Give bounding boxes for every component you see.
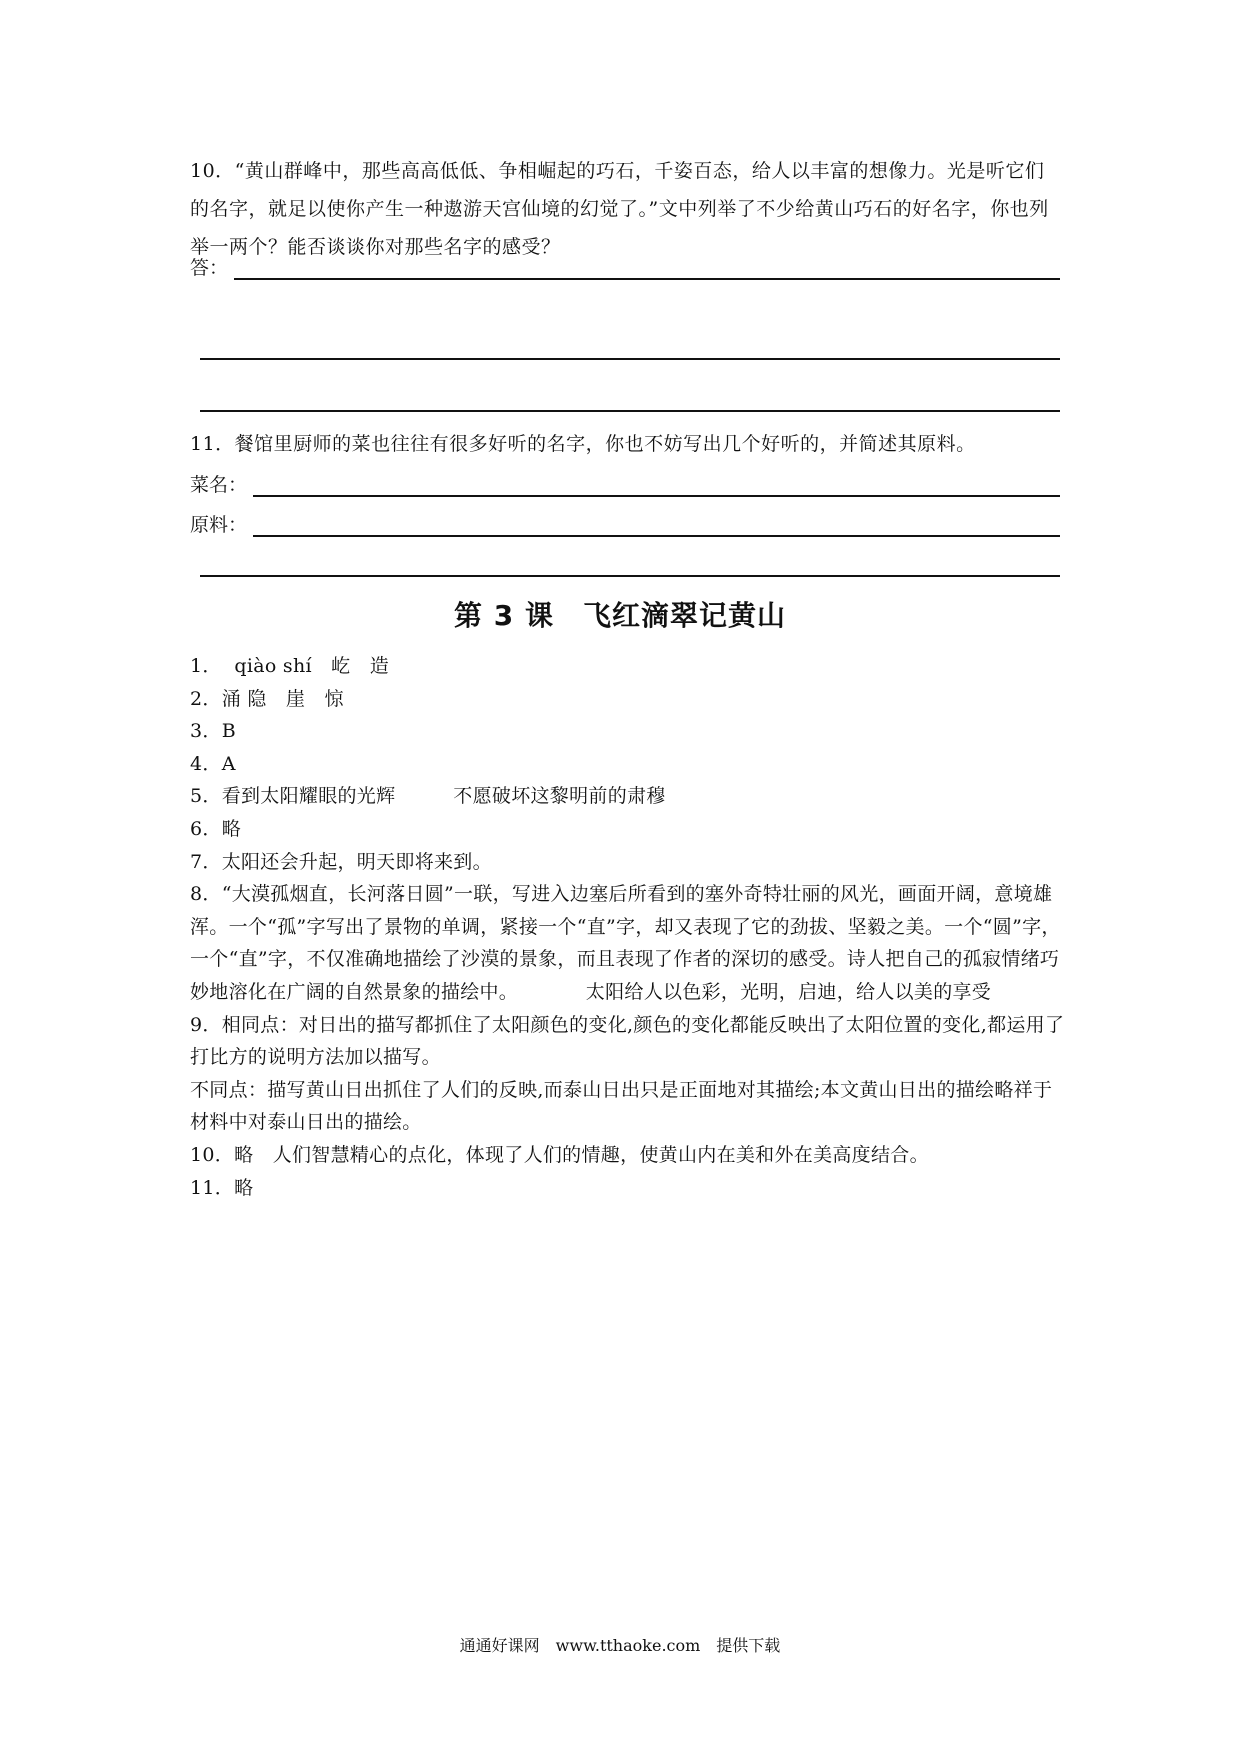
ingredient-line	[253, 511, 1060, 537]
answer-line	[234, 254, 1060, 280]
answer-item-1: 1． qiào shí 屹 造	[190, 655, 390, 677]
dish-name-label: 菜名：	[190, 474, 248, 496]
dish-name-row	[190, 467, 1060, 497]
ingredient-row	[190, 507, 1060, 537]
question-10-text: 10．“黄山群峰中，那些高高低低、争相崛起的巧石，千姿百态，给人以丰富的想像力。光是听它们的名字，就足以使你产生一种遨游天宫仙境的幻觉了。”文中列举了不少给黄山巧石的好名字，你也列举一两个？能否谈谈你对那些名字的感受？	[190, 160, 1049, 258]
question-10-answer-row	[190, 250, 1060, 280]
answer-item-10: 10．略 人们智慧精心的点化，体现了人们的情趣，使黄山内在美和外在美高度结合。	[190, 1143, 929, 1166]
ingredient-label: 原料：	[190, 514, 248, 536]
answer-item-4: 4．A	[190, 752, 236, 775]
answer-item-7: 7．太阳还会升起，明天即将来到。	[190, 850, 492, 873]
answer-item-9: 9．相同点：对日出的描写都抓住了太阳颜色的变化,颜色的变化都能反映出了太阳位置的变化,都运用了打比方的说明方法加以描写。	[190, 1013, 1065, 1069]
page-footer: 通通好课网 www.tthaoke.com 提供下载	[459, 1636, 781, 1655]
question-11-text: 11．餐馆里厨师的菜也往往有很多好听的名字，你也不妨写出几个好听的，并简述其原料。	[190, 433, 976, 455]
lesson-title: 第 3 课 飞红滴翠记黄山	[454, 599, 786, 632]
answer-item-11: 11．略	[190, 1176, 254, 1199]
answer-item-5: 5．看到太阳耀眼的光辉 不愿破坏这黎明前的肃穆	[190, 785, 666, 808]
answer-line-final	[200, 575, 1060, 577]
answer-item-9-difference: 不同点：描写黄山日出抓住了人们的反映,而泰山日出只是正面地对其描绘;本文黄山日出的描绘略祥于材料中对泰山日出的描绘。	[190, 1078, 1053, 1134]
answer-line-2	[200, 358, 1060, 360]
answer-key	[190, 650, 1065, 1204]
answer-label: 答：	[190, 257, 229, 279]
answer-item-2: 2．涌 隐 崖 惊	[190, 687, 344, 710]
answer-item-8: 8．“大漠孤烟直，长河落日圆”一联，写进入边塞后所看到的塞外奇特壮丽的风光，画面开阔，意境雄浑。一个“孤”字写出了景物的单调，紧接一个“直”字，却又表现了它的劲拔、坚毅之美。一个“圆”字，一个“直”字，不仅准确地描绘了沙漠的景象，而且表现了作者的深切的感受。诗人把自己的孤寂情绪巧妙地溶化在广阔的自然景象的描绘中。 太阳给人以色彩，光明，启迪，给人以美的享受	[190, 883, 1061, 1003]
answer-item-3: 3．B	[190, 720, 236, 743]
answer-line-3	[200, 410, 1060, 412]
answer-item-6: 6．略	[190, 817, 241, 840]
dish-name-line	[253, 471, 1060, 497]
